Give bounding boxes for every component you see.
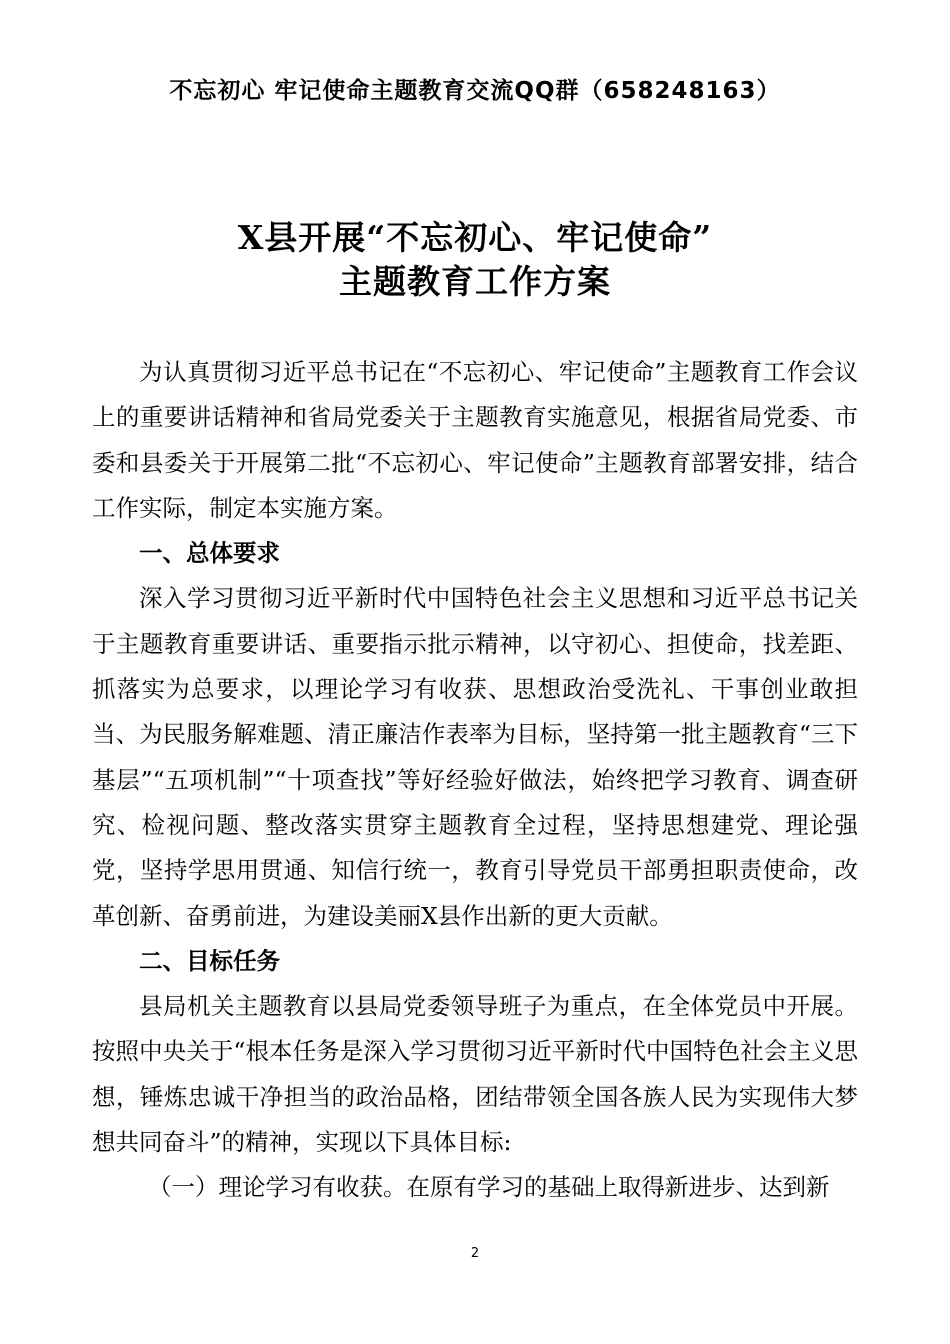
intro-paragraph: 为认真贯彻习近平总书记在“不忘初心、牢记使命”主题教育工作会议上的重要讲话精神和省局党委关于主题教育实施意见，根据省局党委、市委和县委关于开展第二批“不忘初心、牢记使命”主题教育部署安排，结合工作实际，制定本实施方案。 — [92, 358, 858, 522]
section1-heading: 一、总体要求 — [139, 539, 280, 568]
section2-heading: 二、目标任务 — [139, 946, 280, 975]
document-body — [92, 350, 858, 1211]
section1-paragraph: 深入学习贯彻习近平新时代中国特色社会主义思想和习近平总书记关于主题教育重要讲话、重要指示批示精神，以守初心、担使命，找差距、抓落实为总要求，以理论学习有收获、思想政治受洗礼、干事创业敢担当、为民服务解难题、清正廉洁作表率为目标，坚持第一批主题教育“三下基层”“五项机制”“十项查找”等好经验好做法，始终把学习教育、调查研究、检视问题、整改落实贯穿主题教育全过程，坚持思想建党、理论强党，坚持学思用贯通、知信行统一，教育引导党员干部勇担职责使命，改革创新、奋勇前进，为建设美丽X县作出新的更大贡献。 — [92, 584, 858, 930]
section2-paragraph: 县局机关主题教育以县局党委领导班子为重点，在全体党员中开展。按照中央关于“根本任务是深入学习贯彻习近平新时代中国特色社会主义思想，锤炼忠诚干净担当的政治品格，团结带领全国各族人民为实现伟大梦想共同奋斗”的精神，实现以下具体目标: — [92, 992, 858, 1157]
document-title-line2: 主题教育工作方案 — [339, 262, 611, 301]
page-header: 不忘初心 牢记使命主题教育交流QQ群（658248163） — [169, 78, 781, 104]
page-number: 2 — [470, 1246, 480, 1261]
document-title-line1: X县开展“不忘初心、牢记使命” — [237, 218, 713, 257]
subitem1-paragraph: （一）理论学习有收获。在原有学习的基础上取得新进步、达到新 — [148, 1173, 830, 1202]
